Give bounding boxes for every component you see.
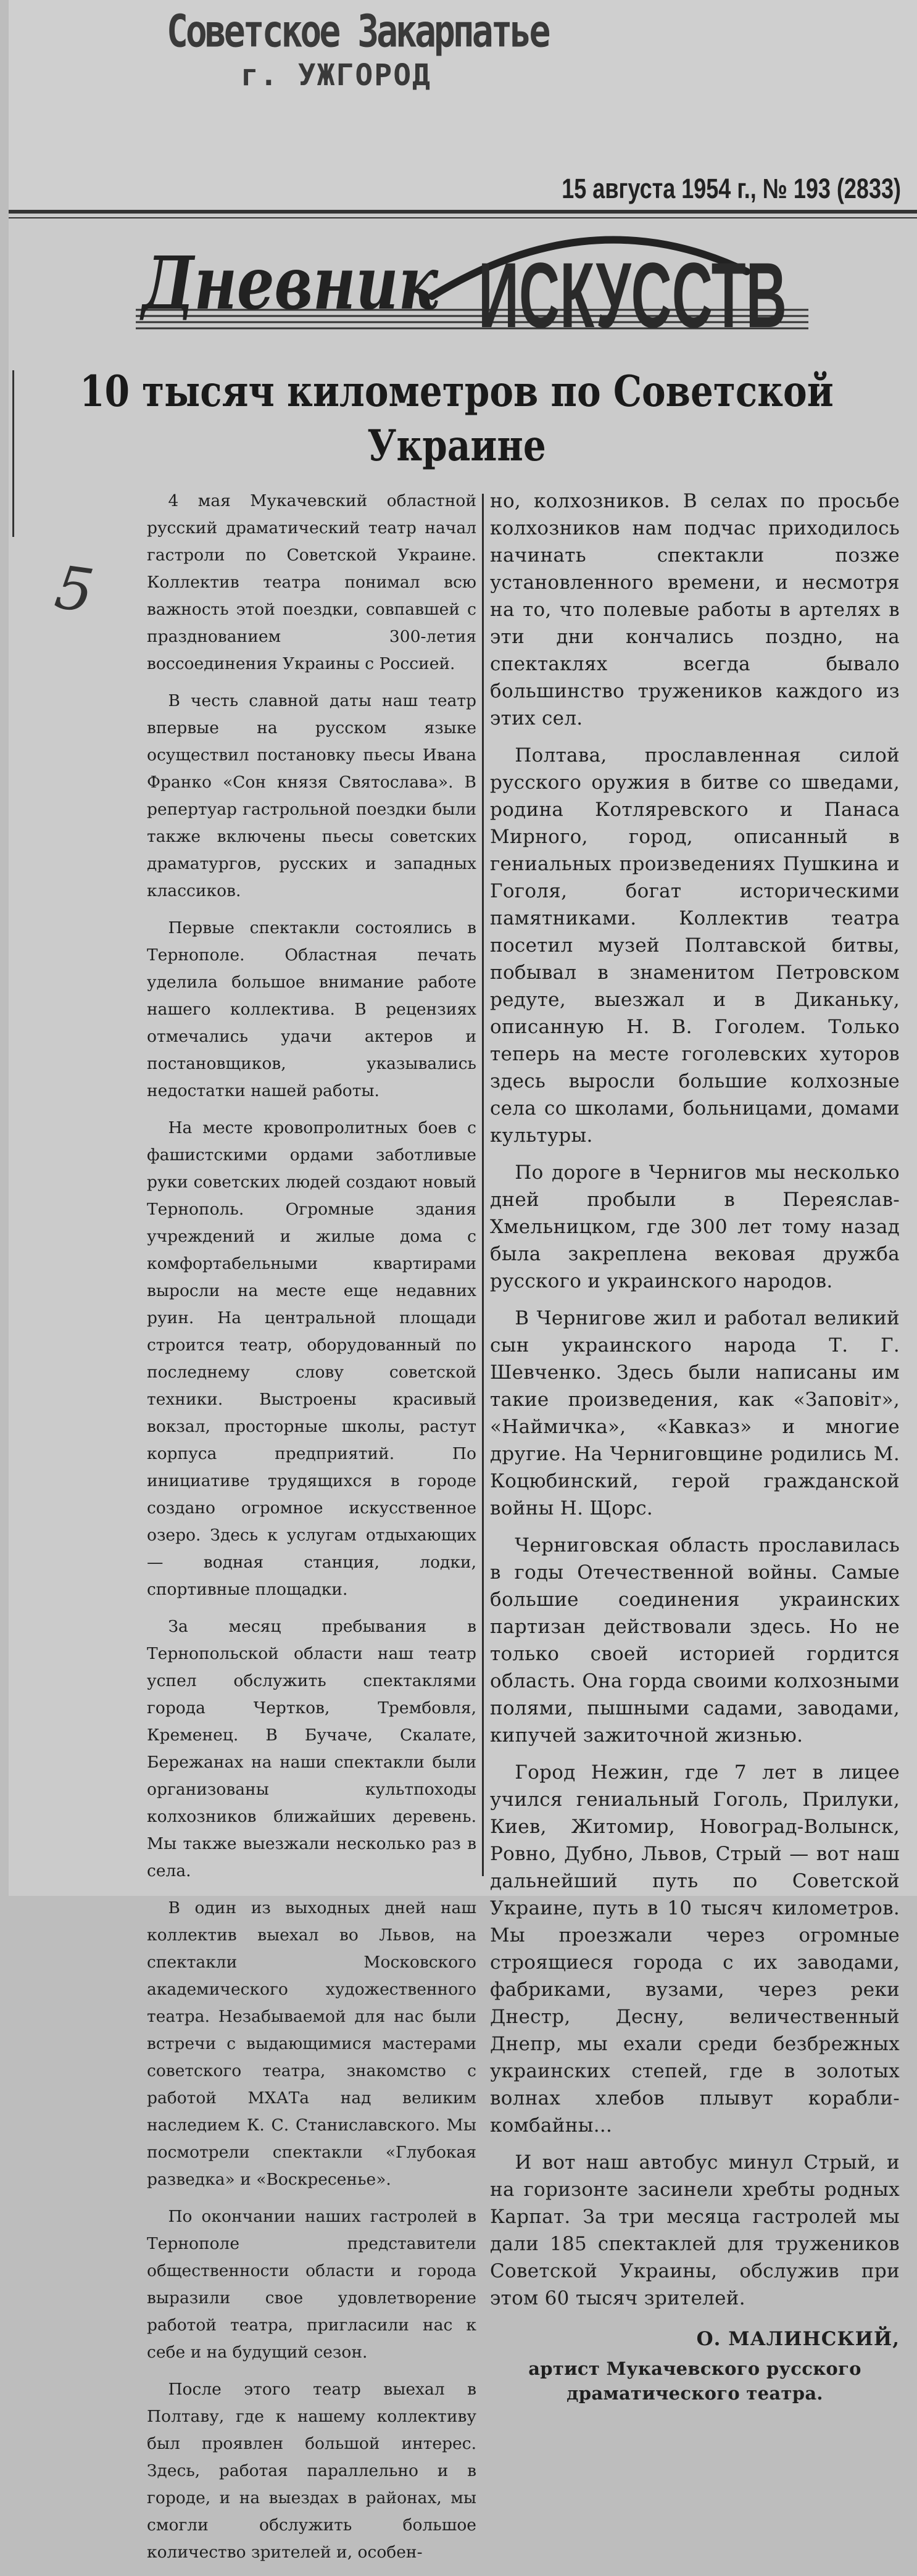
paragraph: Полтава, прославленная силой русского оружия в битве со шведами, родина Котляревского и Панаса Мирного, город, описанный в гениальных произведениях Пушкина и Гоголя, богат историческими памятниками. Коллектив театра посетил музей Полтавской битвы, побывал в знаменитом Петровском редуте, выезжал и в Диканьку, описанную Н. В. Гоголем. Только теперь на месте гоголевских хуторов здесь выросли большие колхозные села со школами, больницами, домами культуры.: [490, 744, 900, 1147]
paragraph: На месте кровопролитных боев с фашистскими ордами заботливые руки советских людей создают новый Тернополь. Огромные здания учреждений и жилые дома с комфортабельными квартирами выросли на месте еще недавних руин. На центральной площади строится театр, оборудованный по последнему слову советской техники. Выстроены красивый вокзал, просторные школы, растут корпуса предприятий. По инициативе трудящихся в городе создано огромное искусственное озеро. Здесь к услугам отдыхающих — водная станция, лодки, спортивные площадки.: [147, 1118, 476, 1599]
paragraph: В Чернигове жил и работал великий сын украинского народа Т. Г. Шевченко. Здесь были написаны им такие произведения, как «Заповіт», «Наймичка», «Кавказ» и многие другие. На Черниговщине родились М. Коцюбинский, герой гражданской войны Н. Щорс.: [490, 1307, 900, 1519]
newspaper-stamp: [167, 5, 548, 93]
paragraph: В один из выходных дней наш коллектив выехал во Львов, на спектакли Московского академического художественного театра. Незабываемой для нас были встречи с выдающимися мастерами советского театра, знакомство с работой МХАТа над великим наследием К. С. Станиславского. Мы посмотрели спектакли «Глубокая разведка» и «Воскресенье».: [147, 1898, 476, 2189]
article-title-line2: Украине: [367, 420, 546, 471]
handwritten-mark: 5: [51, 552, 98, 626]
header-rule-thin: [9, 217, 917, 218]
clipping-edge-line: [12, 370, 14, 537]
logo-block-word: ИСКУССТВ: [478, 243, 787, 339]
paragraph: Город Нежин, где 7 лет в лицее учился гениальный Гоголь, Прилуки, Киев, Житомир, Новоград-Волынск, Ровно, Дубно, Львов, Стрый — вот наш дальнейший путь по Советской Украине, путь в 10 тысяч километров. Мы проезжали через огромные строящиеся города с их заводами, фабриками, вузами, через реки Днестр, Десну, величественный Днепр, мы ехали среди безбрежных украинских степей, где в золотых волнах хлебов плывут корабли-комбайны...: [490, 1761, 900, 2137]
paragraph: Первые спектакли состоялись в Тернополе. Областная печать уделила большое внимание работе нашего коллектива. В рецензиях отмечались удачи актеров и постановщиков, указывались недостатки нашей работы.: [147, 918, 476, 1100]
stamp-city: г. УЖГОРОД: [241, 58, 431, 93]
header-rule-thick: [9, 210, 917, 214]
paragraph: И вот наш автобус минул Стрый, и на горизонте засинели хребты родных Карпат. За три месяца гастролей мы дали 185 спектаклей для тружеников Советской Украины, обслужив при этом 60 тысяч зрителей.: [490, 2151, 900, 2309]
article-column-right: [490, 488, 900, 2406]
paragraph: 4 мая Мукачевский областной русский драматический театр начал гастроли по Советской Украине. Коллектив театра понимал всю важность этой поездки, совпавшей с празднованием 300-летия воссоединения Украины с Россией.: [147, 491, 476, 673]
paragraph: но, колхозников. В селах по просьбе колхозников нам подчас приходилось начинать спектакли позже установленного времени, и несмотря на то, что полевые работы в артелях в эти дни кончались поздно, на спектаклях всегда бывало большинство тружеников каждого из этих сел.: [490, 490, 900, 729]
author-role: артист Мукачевского русского драматического театра.: [528, 2358, 861, 2404]
article-title-line1: 10 тысяч километров по Советской: [80, 366, 834, 417]
issue-dateline: 15 августа 1954 г., № 193 (2833): [562, 172, 901, 204]
masthead-logo: [123, 222, 827, 339]
column-divider: [482, 494, 484, 1876]
paragraph: По дороге в Чернигов мы несколько дней пробыли в Переяслав-Хмельницком, где 300 лет тому назад была закреплена вековая дружба русского и украинского народов.: [490, 1161, 900, 1292]
paragraph: За месяц пребывания в Тернопольской области наш театр успел обслужить спектаклями города Чертков, Трембовля, Кременец. В Бучаче, Скалате, Бережанах на наши спектакли были организованы культпоходы колхозников ближайших деревень. Мы также выезжали несколько раз в села.: [147, 1617, 476, 1880]
paragraph: Черниговская область прославилась в годы Отечественной войны. Самые большие соединения украинских партизан действовали здесь. Но не только своей историей гордится область. Она горда своими колхозными полями, пышными садами, заводами, кипучей зажиточной жизнью.: [490, 1534, 900, 1747]
author-name: О. МАЛИНСКИЙ,: [696, 2328, 900, 2350]
paragraph: По окончании наших гастролей в Тернополе представители общественности области и города выразили свое удовлетворение работой театра, пригласили нас к себе и на будущий сезон.: [147, 2207, 476, 2362]
paragraph: После этого театр выехал в Полтаву, где к нашему коллективу был проявлен большой интерес. Здесь, работая параллельно и в городе, и на выездах в районах, мы смогли обслужить большое количество зрителей и, особен-: [147, 2380, 476, 2562]
stamp-newspaper-name: Советское Закарпатье: [167, 5, 549, 57]
paragraph: В честь славной даты наш театр впервые на русском языке осуществил постановку пьесы Ивана Франко «Сон князя Святослава». В репертуар гастрольной поездки были также включены пьесы советских драматургов, русских и западных классиков.: [147, 691, 476, 900]
article-column-left: [147, 488, 476, 2576]
logo-script-word: Дневник: [139, 240, 439, 326]
